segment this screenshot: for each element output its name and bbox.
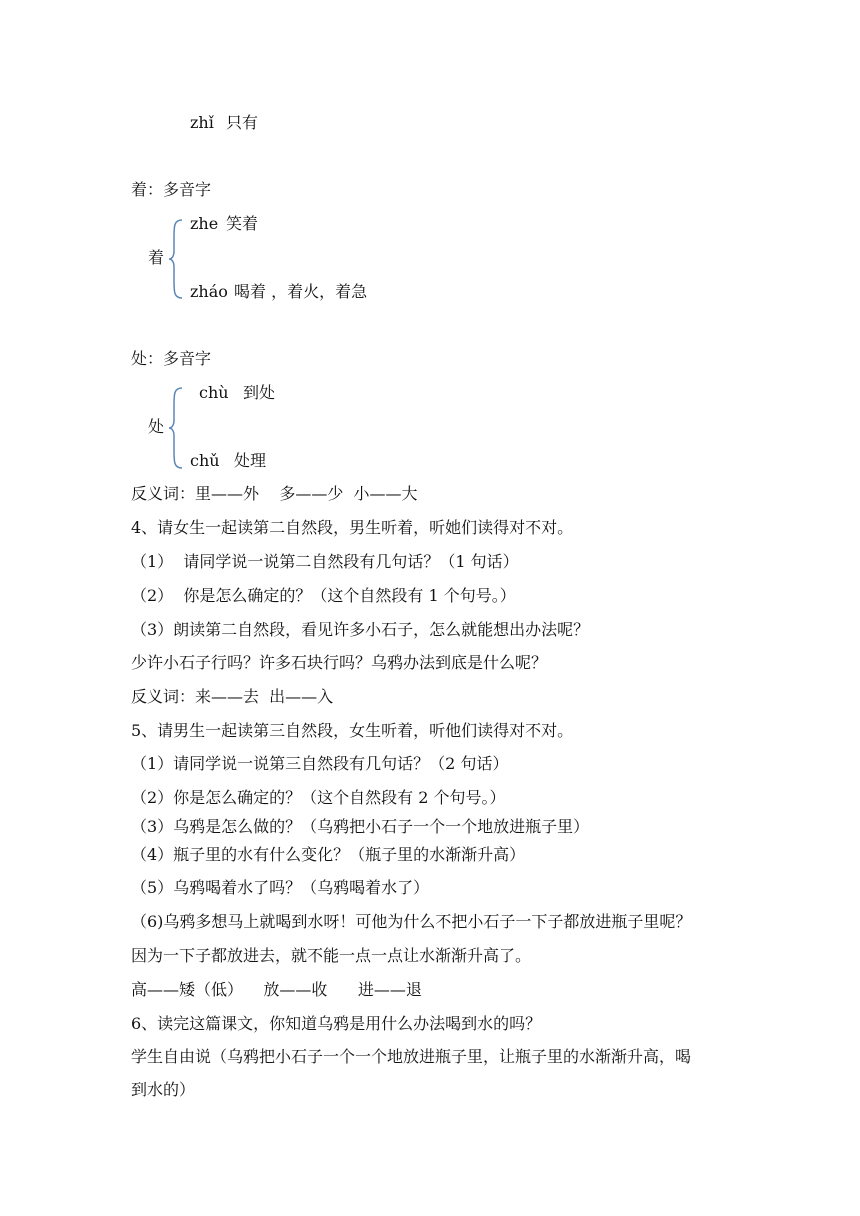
zhe-reading-2-pinyin: zháo	[190, 282, 228, 301]
step-5-q1: （1）请同学说一说第三自然段有几句话？（2 句话）	[131, 754, 509, 773]
chu-reading-1-words: 到处	[243, 383, 276, 402]
step-6-answer: 学生自由说（乌鸦把小石子一个一个地放进瓶子里，让瓶子里的水渐渐升高，喝	[131, 1047, 692, 1066]
step-5-q3: （3）乌鸦是怎么做的？（乌鸦把小石子一个一个地放进瓶子里）	[131, 817, 590, 836]
antonyms-line-1: 反义词：里——外 多——少 小——大	[131, 484, 418, 503]
chu-reading-1-pinyin: chù	[199, 383, 229, 402]
chu-heading: 处：多音字	[131, 349, 212, 368]
step-5-q4: （4）瓶子里的水有什么变化？（瓶子里的水渐渐升高）	[131, 845, 526, 864]
step-4-heading: 4、请女生一起读第二自然段，男生听着，听她们读得对不对。	[131, 518, 574, 537]
zhe-reading-2-words: 喝着 ，着火，着急	[234, 282, 368, 301]
step-5-q2: （2）你是怎么确定的？（这个自然段有 2 个句号。）	[131, 788, 506, 807]
zhe-reading-1-words: 笑着	[226, 214, 259, 233]
zhe-heading: 着：多音字	[131, 180, 212, 199]
step-5-q6-answer: 因为一下子都放进去，就不能一点一点让水渐渐升高了。	[131, 946, 532, 965]
step-5-q6: （6)乌鸦多想马上就喝到水呀！可他为什么不把小石子一下子都放进瓶子里呢？	[131, 912, 692, 931]
antonyms-line-3: 高——矮（低） 放——收 进——退	[131, 980, 422, 999]
chu-reading-2-words: 处理	[234, 451, 267, 470]
step-5-q5: （5）乌鸦喝着水了吗？（乌鸦喝着水了）	[131, 878, 430, 897]
step-4-q1: （1） 请同学说一说第二自然段有几句话？（1 句话）	[131, 552, 519, 571]
pinyin-zhi: zhǐ	[190, 113, 214, 132]
step-5-heading: 5、请男生一起读第三自然段，女生听着，听他们读得对不对。	[131, 721, 574, 740]
chu-char: 处	[148, 417, 165, 436]
zhe-reading-1-pinyin: zhe	[190, 214, 219, 233]
zhe-char: 着	[148, 248, 165, 267]
step-4-q3: （3）朗读第二自然段，看见许多小石子，怎么就能想出办法呢？	[131, 620, 590, 639]
zhe-brace	[168, 218, 184, 300]
step-4-q3-cont: 少许小石子行吗？许多石块行吗？乌鸦办法到底是什么呢？	[131, 653, 548, 672]
step-6-answer-cont: 到水的）	[131, 1080, 196, 1099]
chu-reading-2-pinyin: chǔ	[190, 451, 220, 470]
word-zhiyou: 只有	[226, 113, 259, 132]
step-6-heading: 6、读完这篇课文，你知道乌鸦是用什么办法喝到水的吗？	[131, 1014, 542, 1033]
step-4-q2: （2） 你是怎么确定的？（这个自然段有 1 个句号。）	[131, 586, 516, 605]
chu-brace	[168, 386, 184, 470]
antonyms-line-2: 反义词：来——去 出——入	[131, 687, 334, 706]
